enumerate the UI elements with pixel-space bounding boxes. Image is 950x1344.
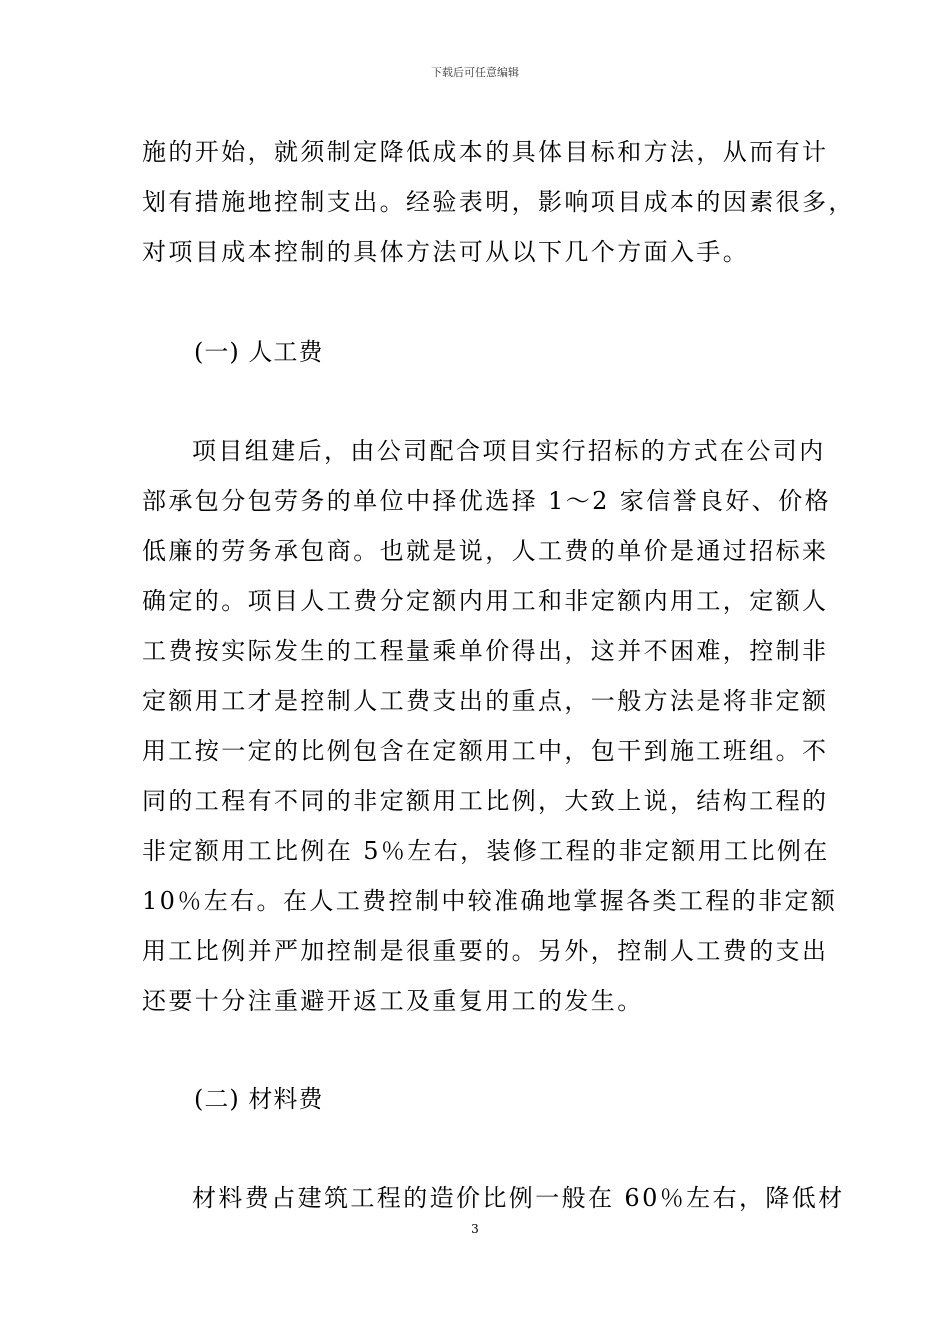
paragraph-line: 用工按一定的比例包含在定额用工中，包干到施工班组。不: [142, 737, 829, 765]
paragraph-line: 还要十分注重避开返工及重复用工的发生。: [142, 987, 644, 1015]
paragraph-line: 划有措施地控制支出。经验表明，影响项目成本的因素很多，: [142, 188, 855, 216]
paragraph-line: 部承包分包劳务的单位中择优选择 1～2 家信誉良好、价格: [142, 487, 831, 515]
page-number: 3: [471, 1222, 479, 1236]
paragraph-line: 同的工程有不同的非定额用工比例，大致上说，结构工程的: [142, 787, 829, 815]
section-heading-materials: (二) 材料费: [194, 1085, 324, 1113]
paragraph-line: 确定的。项目人工费分定额内用工和非定额内用工，定额人: [142, 587, 829, 615]
page-header: 下载后可任意编辑: [431, 66, 519, 79]
section-heading-labor: (一) 人工费: [194, 338, 324, 366]
paragraph-line: 10％左右。在人工费控制中较准确地掌握各类工程的非定额: [142, 887, 838, 915]
paragraph-line: 项目组建后，由公司配合项目实行招标的方式在公司内: [192, 437, 826, 465]
paragraph-line: 对项目成本控制的具体方法可从以下几个方面入手。: [142, 238, 750, 266]
paragraph-line: 材料费占建筑工程的造价比例一般在 60％左右，降低材: [192, 1184, 845, 1212]
paragraph-line: 工费按实际发生的工程量乘单价得出，这并不困难，控制非: [142, 637, 829, 665]
paragraph-line: 施的开始，就须制定降低成本的具体目标和方法，从而有计: [142, 138, 829, 166]
paragraph-line: 低廉的劳务承包商。也就是说，人工费的单价是通过招标来: [142, 537, 829, 565]
paragraph-line: 非定额用工比例在 5％左右，装修工程的非定额用工比例在: [142, 837, 830, 865]
paragraph-line: 定额用工才是控制人工费支出的重点，一般方法是将非定额: [142, 687, 829, 715]
paragraph-line: 用工比例并严加控制是很重要的。另外，控制人工费的支出: [142, 937, 829, 965]
